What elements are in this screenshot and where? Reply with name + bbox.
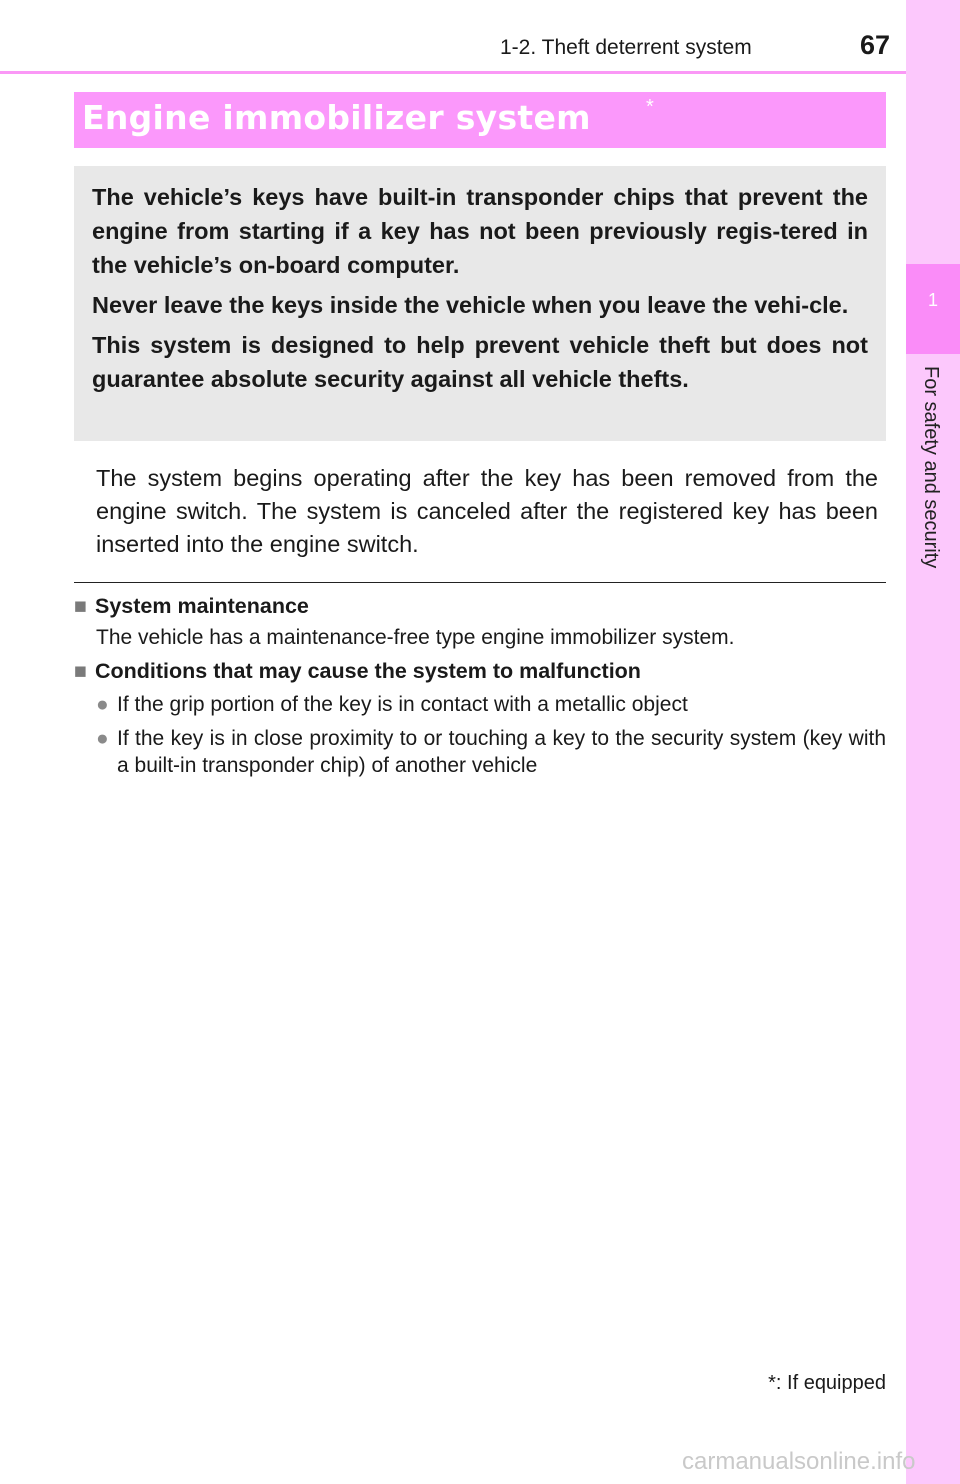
section-heading-maintenance — [74, 594, 309, 619]
if-equipped-marker: * — [646, 96, 654, 118]
intro-box — [74, 166, 886, 441]
page-title-bar — [74, 92, 886, 148]
chapter-number-tab[interactable]: 1 — [906, 264, 960, 354]
header-rule — [0, 71, 906, 74]
footnote — [758, 1372, 886, 1395]
list-item-text: If the key is in close proximity to or touching a key to the security system (key with a built-in transponder chip) of another vehicle — [117, 727, 886, 777]
section-heading-text: System maintenance — [94, 594, 309, 618]
section-text-maintenance: The vehicle has a maintenance-free type engine immobilizer system. — [96, 626, 735, 649]
footnote-text: : If equipped — [775, 1372, 886, 1394]
chapter-title-vertical: For safety and security — [920, 366, 942, 569]
section-divider — [74, 582, 886, 583]
page-number: 67 — [860, 30, 891, 60]
footnote-marker: * — [768, 1372, 776, 1394]
circle-bullet-icon: ● — [96, 727, 109, 750]
intro-paragraph: This system is designed to help prevent vehicle theft but does not guarantee absolute security against all vehicle thefts. — [92, 332, 868, 392]
list-item — [96, 725, 886, 779]
intro-paragraph: Never leave the keys inside the vehicle when you leave the vehi-cle. — [92, 292, 849, 318]
page-title: Engine immobilizer system — [82, 98, 591, 137]
circle-bullet-icon: ● — [96, 693, 109, 716]
list-item-text: If the grip portion of the key is in contact with a metallic object — [117, 693, 688, 716]
watermark: carmanualsonline.info — [682, 1448, 916, 1475]
body-paragraph: The system begins operating after the key has been removed from the engine switch. The system is canceled after the registered key has been inserted into the engine switch. — [96, 465, 878, 557]
chapter-side-tab — [906, 0, 960, 1484]
section-heading-text: Conditions that may cause the system to malfunction — [94, 659, 641, 683]
square-bullet-icon: ■ — [74, 594, 87, 618]
intro-paragraph: The vehicle’s keys have built-in transponder chips that prevent the engine from starting if a key has not been previously regis-tered in the vehicle’s on-board computer. — [92, 184, 868, 278]
square-bullet-icon: ■ — [74, 659, 87, 683]
list-item — [96, 691, 886, 718]
running-header-section: 1-2. Theft deterrent system — [500, 36, 752, 59]
section-heading-conditions — [74, 659, 641, 684]
